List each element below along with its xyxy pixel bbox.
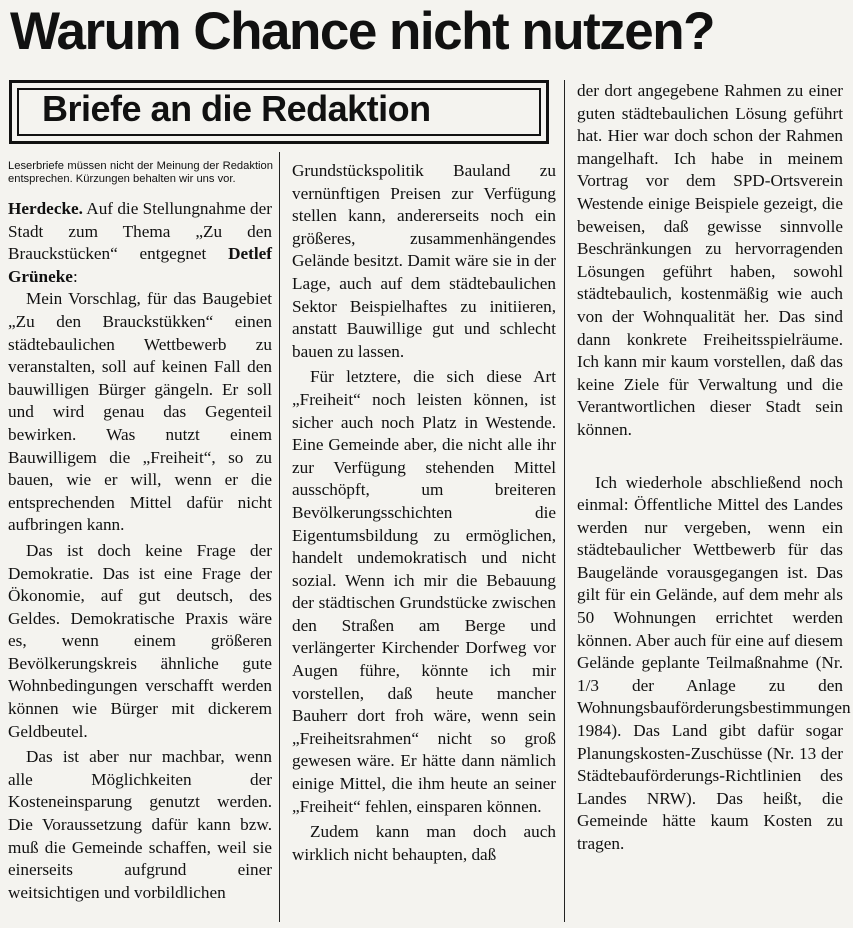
section-title-box xyxy=(9,80,549,144)
column-rule-1 xyxy=(279,152,280,922)
editor-note: Leserbriefe müssen nicht der Meinung der Redaktion entsprechen. Kürzungen behalten wir uns vor. xyxy=(8,160,273,185)
column-rule-2 xyxy=(564,80,565,922)
letter-intro xyxy=(8,198,272,288)
column-3 xyxy=(577,80,851,856)
intro-text: Auf die Stellungnahme der Stadt zum Thema „Zu den Brauckstücken“ entgegnet xyxy=(8,199,272,264)
paragraph: Mein Vorschlag, für das Baugebiet „Zu den Brauckstükken“ einen städtebaulichen Wettbewerb zu veranstalten, soll auf keinen Fall den bauwilligen Bürger gängeln. Er soll und wird genau das Gegenteil bewirken. Was nutzt einem Bauwilligem die „Freiheit“, so zu bauen, wie er will, wenn er die entsprechenden Mittel dafür nicht aufbringen kann. xyxy=(8,289,272,535)
intro-colon: : xyxy=(72,266,78,286)
paragraph: Zudem kann man doch auch wirklich nicht behaupten, daß xyxy=(292,822,556,864)
paragraph: der dort angegebene Rahmen zu einer guten städtebaulichen Lösung geführt hat. Hier war doch schon der Rahmen mangelhaft. Ich habe in meinem Vortrag vor dem SPD-Ortsverein Westende einige Beispiele gezeigt, die beweisen, daß gewisse sinnvolle Beschränkungen zu hervorragenden Lösungen geführt haben, sowohl städtebaulich, kostenmäßig wie auch von der Wohnqualität her. Das sind dann konkrete Freiheitsspielräume. Ich kann mir kaum vorstellen, daß das keine Ziele für Verwaltung und die Verantwortlichen dieser Stadt sein können. xyxy=(577,81,843,439)
column-1 xyxy=(8,198,272,904)
section-title: Briefe an die Redaktion xyxy=(42,88,431,129)
column-2 xyxy=(292,160,556,866)
paragraph: Für letztere, die sich diese Art „Freiheit“ noch leisten können, ist sicher auch noch Platz in Westende. Eine Gemeinde aber, die nicht alle ihr zur Verfügung stehenden Mittel ausschöpft, um breiteren Bevölkerungsschichten die Eigentumsbildung zu ermöglichen, handelt undemokratisch und nicht sozial. Wenn ich mir die Bebauung der städtischen Grundstücke zwischen den Straßen am Berge und verlängerter Kirchender Dorfweg vor Augen führe, könnte ich mir vorstellen, daß heute mancher Bauherr dort froh wäre, wenn sein „Freiheitsrahmen“ nicht so groß gewesen wäre. Er hätte dann nämlich einige Mittel, die ihm heute an seiner „Freiheit“ fehlen, einsparen können. xyxy=(292,367,556,816)
paragraph: Das ist aber nur machbar, wenn alle Möglichkeiten der Kosteneinsparung genutzt werden. Die Voraussetzung dafür kann bzw. muß die Gemeinde schaffen, weil sie einerseits aufgrund einer weitsichtigen und vorbildlichen xyxy=(8,747,272,902)
dateline: Herdecke. xyxy=(8,199,83,218)
paragraph: Das ist doch keine Frage der Demokratie. Das ist eine Frage der Ökonomie, auf gut deutsch, des Geldes. Demokratische Praxis wäre es, wenn einem größeren Bevölkerungskreis ähnliche gute Wohnbedingungen verschafft werden können wie Bürger mit dickerem Geldbeutel. xyxy=(8,540,272,741)
paragraph: Ich wiederhole abschließend noch einmal: Öffentliche Mittel des Landes werden nur vergeben, wenn ein städtebaulicher Wettbewerb für das Baugelände vorausgegangen ist. Das gilt für ein Gelände, auf dem mehr als 50 Wohnungen errichtet werden können. Aber auch für eine auf diesem Gelände geplante Teilmaßnahme (Nr. 1/3 der Anlage zu den Wohnungsbauförderungsbestimmungen 1984). Das Land gibt dafür sogar Planungskosten-Zuschüsse (Nr. 13 der Städtebauförderungs-Richtlinien des Landes NRW). Das heißt, die Gemeinde hätte kaum Kosten zu tragen. xyxy=(577,472,851,853)
paragraph: Grundstückspolitik Bauland zu vernünftigen Preisen zur Verfügung stellen kann, andererseits noch ein größeres, zusammenhängendes Gelände besitzt. Damit wäre sie in der Lage, auch auf dem städtebaulichen Sektor Beispielhaftes zu initiieren, anstatt Bauwillige gut und schlecht bauen zu lassen. xyxy=(292,161,556,361)
headline: Warum Chance nicht nutzen? xyxy=(10,2,715,61)
author-name: Detlef Grüneke xyxy=(8,244,272,286)
